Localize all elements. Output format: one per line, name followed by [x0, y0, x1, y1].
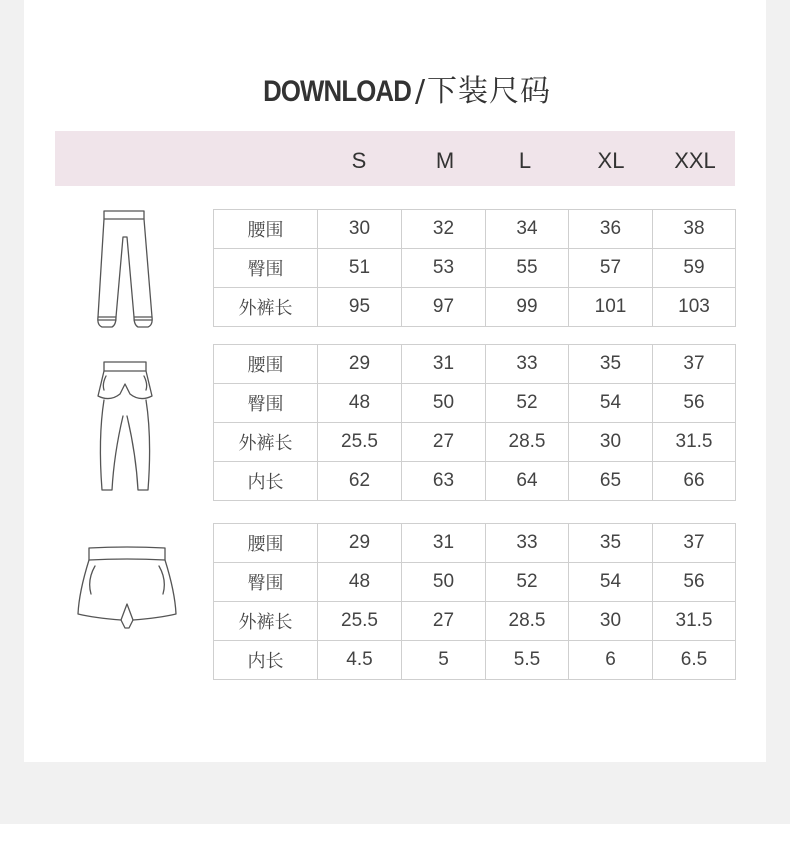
size-table-shorts: [213, 523, 736, 680]
size-value-cell: 27: [402, 423, 486, 462]
size-value-cell: 33: [486, 345, 569, 384]
size-value-cell: 5: [402, 641, 486, 680]
size-value-cell: 31.5: [653, 602, 736, 641]
size-value-cell: 36: [569, 210, 653, 249]
size-table-layered-shorts: [213, 344, 736, 501]
size-value-cell: 48: [318, 563, 402, 602]
size-value-cell: 35: [569, 345, 653, 384]
size-value-cell: 97: [402, 288, 486, 327]
size-value-cell: 103: [653, 288, 736, 327]
table-row: [214, 641, 736, 680]
title-english: DOWNLOAD: [263, 75, 411, 108]
size-value-cell: 101: [569, 288, 653, 327]
size-value-cell: 4.5: [318, 641, 402, 680]
row-label: 臀围: [214, 249, 318, 288]
long-pants-icon: [92, 207, 158, 331]
table-row: [214, 524, 736, 563]
size-value-cell: 51: [318, 249, 402, 288]
size-value-cell: 53: [402, 249, 486, 288]
table-row: [214, 345, 736, 384]
table-row: [214, 462, 736, 501]
size-value-cell: 33: [486, 524, 569, 563]
size-value-cell: 28.5: [486, 423, 569, 462]
size-value-cell: 30: [569, 602, 653, 641]
size-value-cell: 30: [569, 423, 653, 462]
size-value-cell: 66: [653, 462, 736, 501]
row-label: 内长: [214, 641, 318, 680]
row-label: 外裤长: [214, 423, 318, 462]
size-value-cell: 30: [318, 210, 402, 249]
size-value-cell: 31.5: [653, 423, 736, 462]
size-value-cell: 25.5: [318, 423, 402, 462]
size-value-cell: 35: [569, 524, 653, 563]
size-value-cell: 65: [569, 462, 653, 501]
size-value-cell: 55: [486, 249, 569, 288]
size-value-cell: 29: [318, 345, 402, 384]
size-value-cell: 32: [402, 210, 486, 249]
size-table-long-pants: [213, 209, 736, 327]
size-value-cell: 6.5: [653, 641, 736, 680]
page-title: [0, 66, 790, 110]
row-label: 外裤长: [214, 288, 318, 327]
table-row: [214, 210, 736, 249]
layered-shorts-leggings-icon: [92, 358, 158, 494]
size-value-cell: 37: [653, 524, 736, 563]
row-label: 腰围: [214, 345, 318, 384]
shorts-icon: [75, 544, 179, 634]
size-header-xxl: XXL: [674, 148, 716, 173]
bottom-band: [0, 824, 790, 846]
row-label: 臀围: [214, 563, 318, 602]
size-value-cell: 57: [569, 249, 653, 288]
size-value-cell: 50: [402, 563, 486, 602]
size-value-cell: 64: [486, 462, 569, 501]
size-header-l: L: [518, 148, 532, 173]
table-row: [214, 423, 736, 462]
table-row: [214, 602, 736, 641]
size-value-cell: 31: [402, 524, 486, 563]
table-row: [214, 288, 736, 327]
row-label: 内长: [214, 462, 318, 501]
size-value-cell: 48: [318, 384, 402, 423]
title-chinese: 下装尺码: [427, 74, 552, 109]
size-value-cell: 56: [653, 563, 736, 602]
size-value-cell: 38: [653, 210, 736, 249]
size-header-m: M: [435, 148, 455, 173]
size-header-s: S: [351, 148, 367, 173]
table-row: [214, 249, 736, 288]
size-value-cell: 34: [486, 210, 569, 249]
row-label: 臀围: [214, 384, 318, 423]
size-value-cell: 63: [402, 462, 486, 501]
size-value-cell: 31: [402, 345, 486, 384]
size-value-cell: 5.5: [486, 641, 569, 680]
size-value-cell: 29: [318, 524, 402, 563]
size-value-cell: 27: [402, 602, 486, 641]
size-value-cell: 28.5: [486, 602, 569, 641]
size-value-cell: 52: [486, 384, 569, 423]
size-value-cell: 95: [318, 288, 402, 327]
table-row: [214, 384, 736, 423]
size-value-cell: 99: [486, 288, 569, 327]
size-value-cell: 52: [486, 563, 569, 602]
size-value-cell: 59: [653, 249, 736, 288]
size-value-cell: 50: [402, 384, 486, 423]
size-value-cell: 54: [569, 563, 653, 602]
row-label: 外裤长: [214, 602, 318, 641]
size-value-cell: 62: [318, 462, 402, 501]
title-separator: /: [414, 74, 426, 109]
size-value-cell: 6: [569, 641, 653, 680]
size-value-cell: 25.5: [318, 602, 402, 641]
size-value-cell: 37: [653, 345, 736, 384]
row-label: 腰围: [214, 210, 318, 249]
size-value-cell: 54: [569, 384, 653, 423]
size-header-xl: XL: [597, 148, 625, 173]
size-value-cell: 56: [653, 384, 736, 423]
table-row: [214, 563, 736, 602]
row-label: 腰围: [214, 524, 318, 563]
